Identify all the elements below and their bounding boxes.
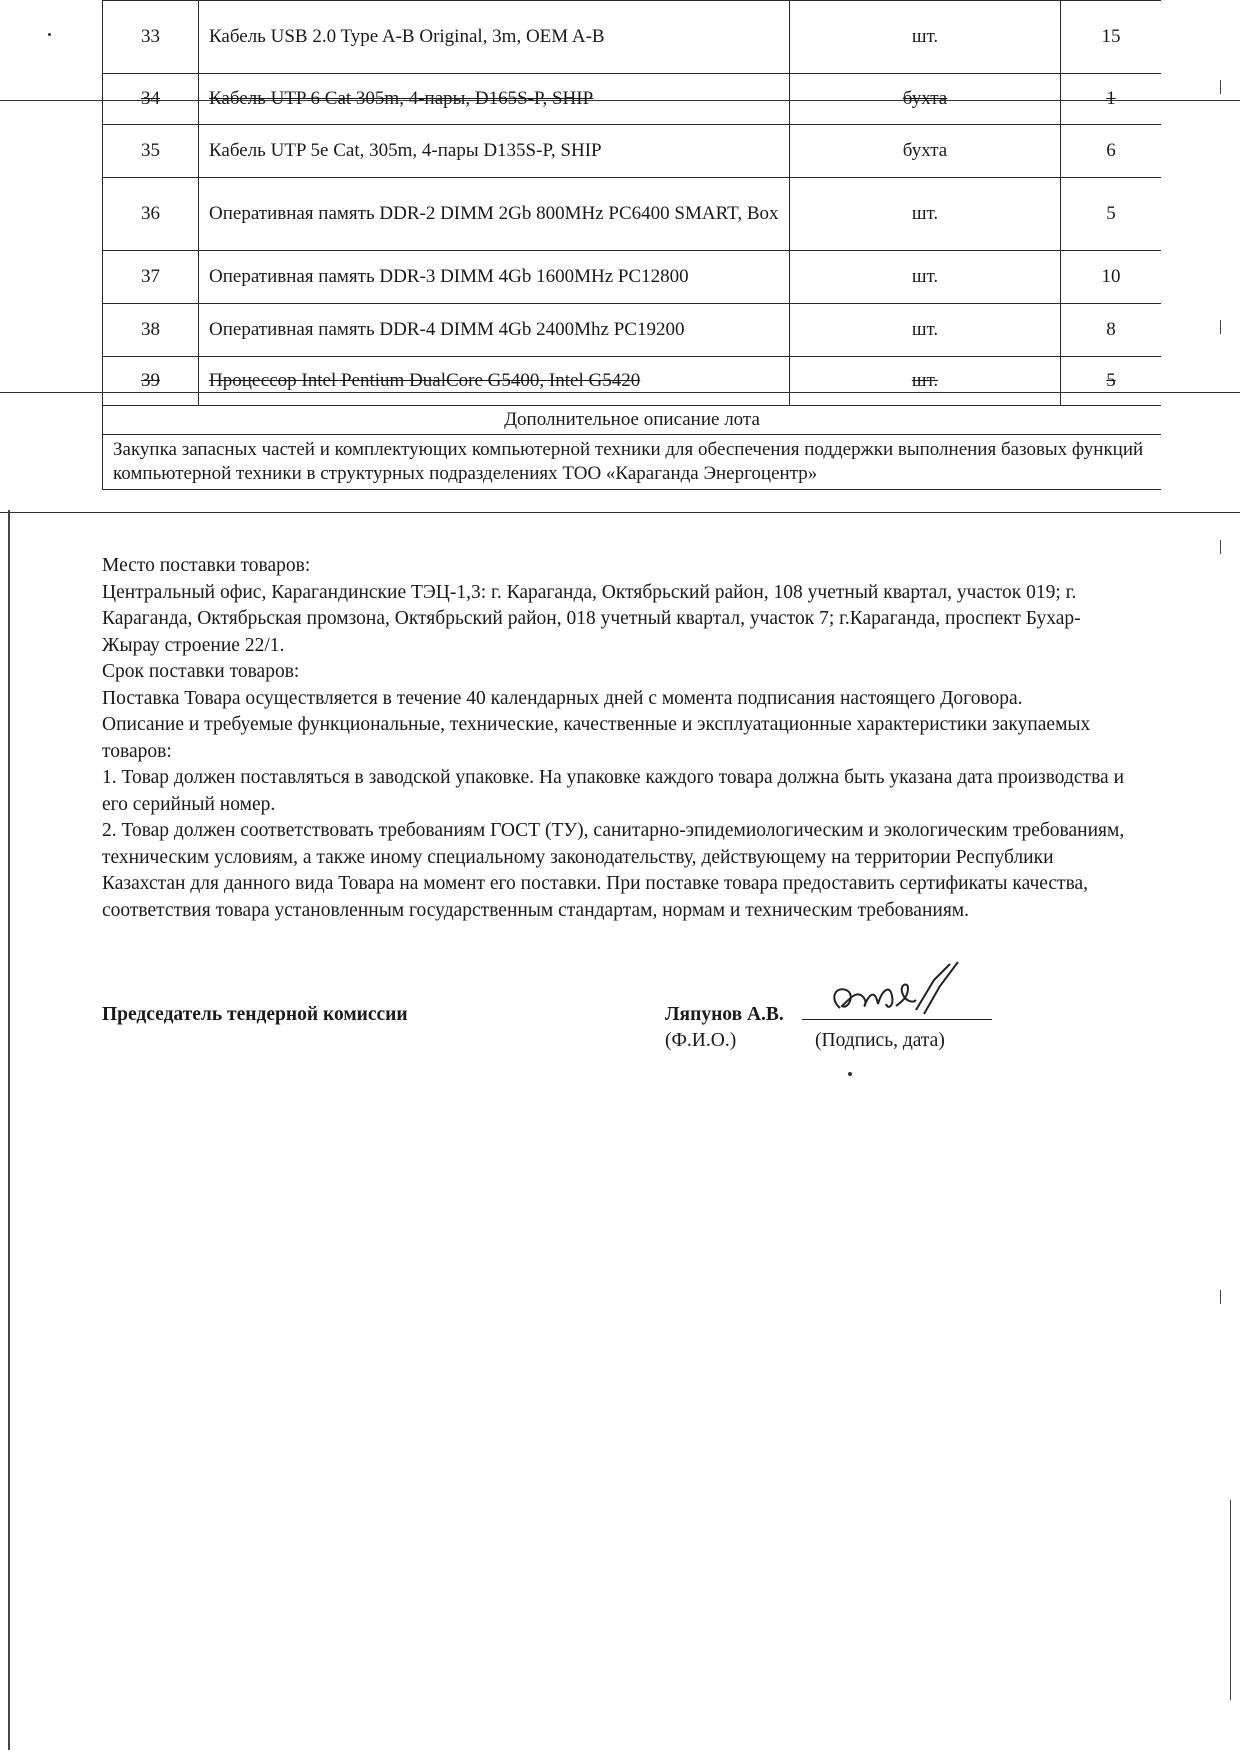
table-row (103, 1, 1162, 74)
scan-edge-mark (1220, 1290, 1221, 1304)
lot-title-row (103, 406, 1162, 435)
table-row (103, 251, 1162, 304)
scan-speck (48, 33, 51, 36)
delivery-place: Центральный офис, Карагандинские ТЭЦ-1,3: г. Караганда, Октябрьский район, 108 учетный квартал, участок 019; г. Караганда, Октябрьская промзона, Октябрьский район, 018 учетный квартал, участок 7; г.Караганда, проспект Бухар-Жырау строение 22/1. (102, 581, 1081, 656)
scan-edge-line (8, 510, 10, 1750)
scan-speck (848, 1072, 852, 1076)
row-number: 37 (103, 251, 199, 304)
item-unit: шт. (790, 1, 1061, 74)
requirement-2: 2. Товар должен соответствовать требованиям ГОСТ (ТУ), санитарно-эпидемиологическим и экологическим требованиям, техническим условиям, а также иному специальному законодательству, действующему на территории Республики Казахстан для данного вида Товара на момент его поставки. При поставке товара предоставить сертификаты качества, соответствия товара установленным государственным стандартам, нормам и техническим требованиям. (102, 820, 1125, 921)
table-row (103, 74, 1162, 125)
signature-block (102, 1000, 1132, 1070)
table-row (103, 125, 1162, 178)
item-unit: шт. (790, 357, 1061, 406)
fio-label: (Ф.И.О.) (665, 1030, 737, 1051)
item-name: Кабель USB 2.0 Type A-B Original, 3m, OEM A-B (199, 1, 790, 74)
item-quantity: 6 (1061, 125, 1162, 178)
item-unit: шт. (790, 178, 1061, 251)
item-name: Оперативная память DDR-4 DIMM 4Gb 2400Mhz PC19200 (199, 304, 790, 357)
scan-edge-mark (1220, 80, 1221, 94)
item-unit: шт. (790, 304, 1061, 357)
item-quantity: 5 (1061, 178, 1162, 251)
item-unit: бухта (790, 74, 1061, 125)
table-row (103, 178, 1162, 251)
row-number: 34 (103, 74, 199, 125)
item-name: Кабель UTP 6 Cat 305m, 4-пары, D165S-P, SHIP (199, 74, 790, 125)
signer-name: Ляпунов А.В. (665, 1004, 784, 1025)
body-text (102, 553, 1132, 924)
item-name: Оперативная память DDR-3 DIMM 4Gb 1600MHz PC12800 (199, 251, 790, 304)
row-number: 39 (103, 357, 199, 406)
handwritten-signature-icon (812, 960, 972, 1030)
item-name: Оперативная память DDR-2 DIMM 2Gb 800MHz PC6400 SMART, Box (199, 178, 790, 251)
row-number: 35 (103, 125, 199, 178)
scan-line (0, 512, 1240, 513)
item-quantity: 15 (1061, 1, 1162, 74)
row-number: 38 (103, 304, 199, 357)
item-unit: шт. (790, 251, 1061, 304)
requirement-1: 1. Товар должен поставляться в заводской упаковке. На упаковке каждого товара должна быть указана дата производства и его серийный номер. (102, 767, 1124, 815)
item-name: Процессор Intel Pentium DualCore G5400, Intel G5420 (199, 357, 790, 406)
item-quantity: 5 (1061, 357, 1162, 406)
table-row (103, 357, 1162, 406)
signature-date-label: (Подпись, дата) (815, 1030, 945, 1051)
table-row (103, 304, 1162, 357)
chair-label: Председатель тендерной комиссии (102, 1004, 408, 1025)
lot-description: Закупка запасных частей и комплектующих компьютерной техники для обеспечения поддержки выполнения базовых функций компьютерной техники в структурных подразделениях ТОО «Караганда Энергоцентр» (103, 435, 1162, 490)
item-name: Кабель UTP 5e Cat, 305m, 4-пары D135S-P, SHIP (199, 125, 790, 178)
lot-text-row (103, 435, 1162, 490)
item-unit: бухта (790, 125, 1061, 178)
item-quantity: 1 (1061, 74, 1162, 125)
delivery-term-label: Срок поставки товаров: (102, 661, 300, 682)
lot-title: Дополнительное описание лота (103, 406, 1162, 435)
item-quantity: 8 (1061, 304, 1162, 357)
delivery-place-label: Место поставки товаров: (102, 555, 311, 576)
item-quantity: 10 (1061, 251, 1162, 304)
scan-line (0, 392, 1240, 393)
row-number: 33 (103, 1, 199, 74)
requirements-label: Описание и требуемые функциональные, технические, качественные и эксплуатационные характеристики закупаемых товаров: (102, 714, 1091, 762)
scan-line (0, 100, 1240, 101)
delivery-term: Поставка Товара осуществляется в течение 40 календарных дней с момента подписания настоящего Договора. (102, 687, 1023, 709)
scan-edge-mark (1230, 1500, 1231, 1700)
items-table (102, 0, 1161, 490)
scan-edge-mark (1220, 540, 1221, 554)
scan-edge-mark (1220, 320, 1221, 334)
row-number: 36 (103, 178, 199, 251)
